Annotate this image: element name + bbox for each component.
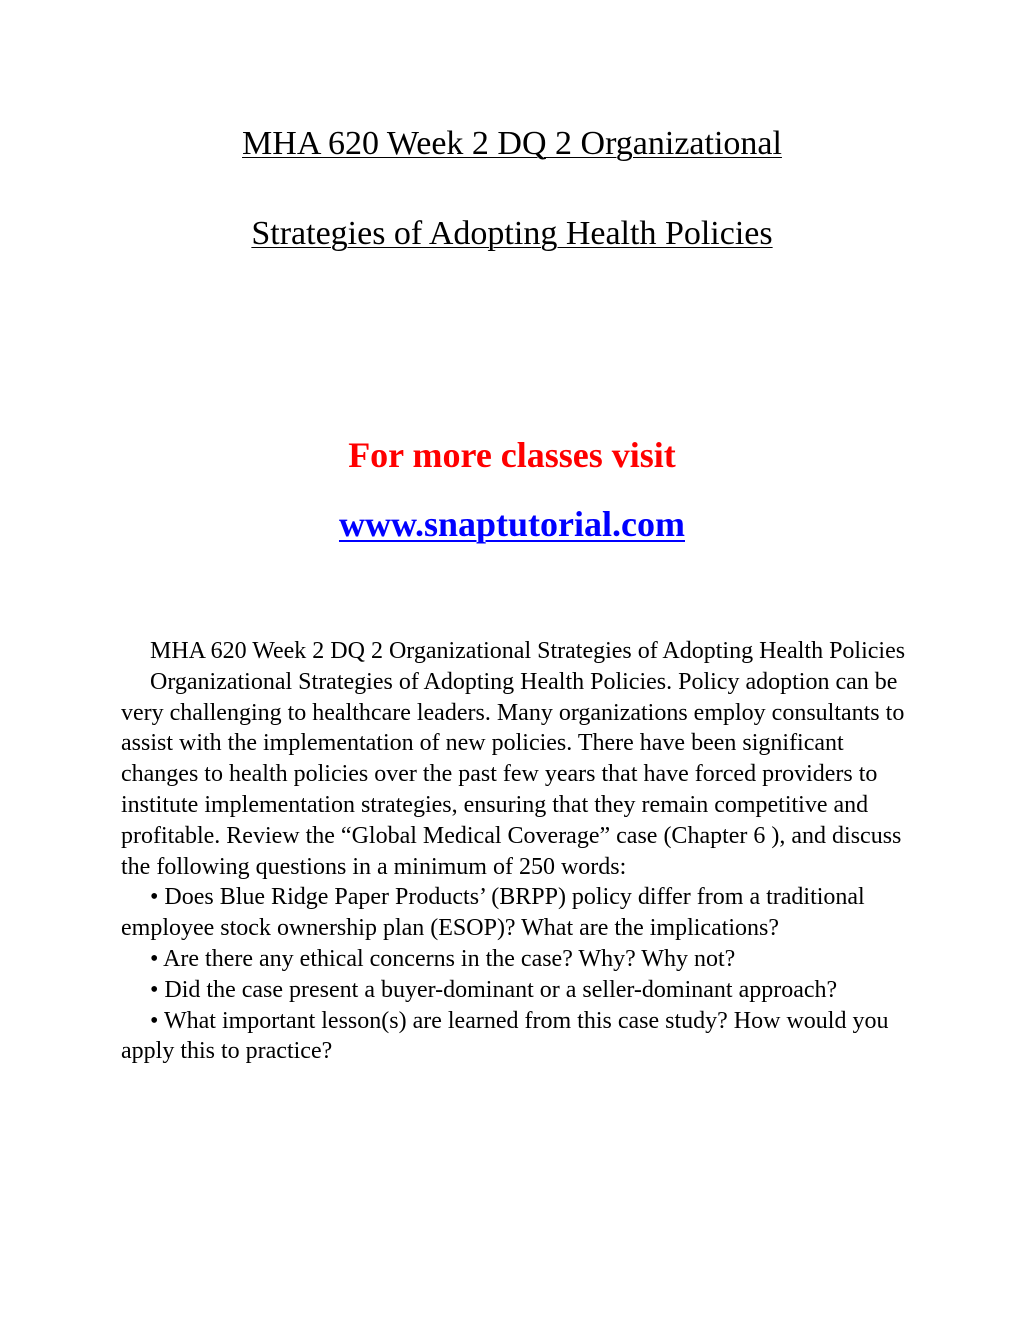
website-link[interactable]: www.snaptutorial.com bbox=[338, 504, 685, 544]
promo-text: For more classes visit bbox=[348, 435, 676, 475]
question-item: • What important lesson(s) are learned from this case study? How would you apply this to practice? bbox=[121, 1007, 889, 1065]
body-paragraph-heading: MHA 620 Week 2 DQ 2 Organizational Strategies of Adopting Health Policies bbox=[150, 638, 906, 664]
question-item: • Are there any ethical concerns in the case? Why? Why not? bbox=[150, 945, 736, 972]
question-item: • Did the case present a buyer-dominant or a seller-dominant approach? bbox=[150, 976, 838, 1003]
page-title-text-1: MHA 620 Week 2 DQ 2 Organizational bbox=[242, 125, 782, 162]
body-paragraph-description: Organizational Strategies of Adopting Health Policies. Policy adoption can be very challenging to healthcare leaders. Many organizations employ consultants to assist with the implementation of new policies. There have been significant changes to health policies over the past few years that have forced providers to institute implementation strategies, ensuring that they remain competitive and profitable. Review the “Global Medical Coverage” case (Chapter 6 ), and discuss the following questions in a minimum of 250 words: bbox=[121, 668, 905, 880]
document-body bbox=[121, 636, 921, 1067]
page-title-line-2 bbox=[0, 214, 1024, 254]
promo-link-container bbox=[0, 503, 1024, 545]
page-title-text-2: Strategies of Adopting Health Policies bbox=[251, 215, 773, 252]
page-title-line-1 bbox=[0, 124, 1024, 164]
question-item: • Does Blue Ridge Paper Products’ (BRPP) policy differ from a traditional employee stock ownership plan (ESOP)? What are the implications? bbox=[121, 884, 865, 942]
